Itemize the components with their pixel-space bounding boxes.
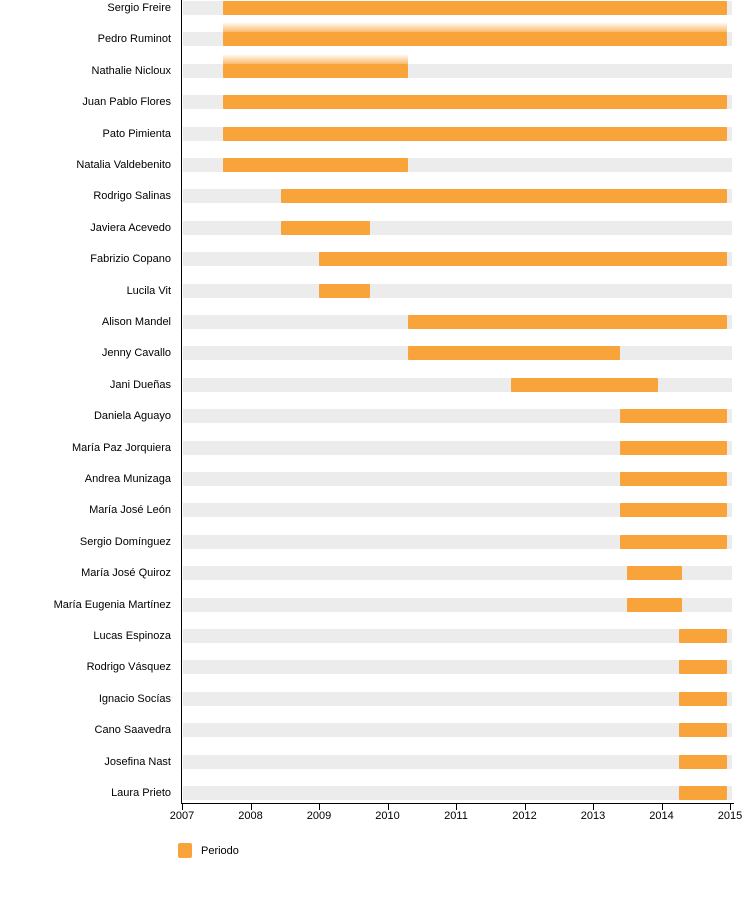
row-label: Javiera Acevedo [90, 221, 171, 234]
row-label: Lucila Vit [126, 284, 171, 297]
period-bar [620, 535, 726, 549]
period-bar [319, 284, 370, 298]
period-bar [679, 755, 727, 769]
period-bar [408, 315, 727, 329]
period-bar [223, 64, 408, 78]
row-label: Rodrigo Vásquez [86, 661, 171, 674]
row-label: Natalia Valdebenito [76, 159, 171, 171]
bar-track [183, 221, 732, 235]
period-bar [281, 189, 726, 203]
bar-track [183, 692, 732, 706]
period-bar [627, 598, 682, 612]
period-bar [223, 158, 408, 172]
row-label: Rodrigo Salinas [93, 190, 171, 203]
y-axis-line [181, 0, 182, 804]
x-tick-label: 2009 [306, 810, 332, 822]
period-bar [620, 503, 726, 517]
period-bar [223, 95, 726, 109]
x-tick-label: 2013 [580, 810, 606, 822]
period-bar [319, 252, 727, 266]
row-label: Alison Mandel [101, 316, 171, 328]
period-bar [620, 472, 726, 486]
row-label: Cano Saavedra [94, 724, 171, 737]
row-label: María Paz Jorquiera [71, 441, 171, 454]
row-label: Fabrizio Copano [90, 253, 171, 266]
legend-label: Periodo [201, 844, 239, 857]
x-axis-line [181, 803, 734, 804]
x-tick-label: 2011 [444, 810, 468, 822]
legend-item-periodo[interactable] [178, 843, 239, 858]
row-label: María José León [89, 504, 171, 517]
x-tick-label: 2015 [717, 810, 743, 822]
period-bar [627, 566, 682, 580]
bar-fade [223, 54, 408, 64]
bar-fade [223, 22, 726, 32]
period-bar [620, 441, 726, 455]
row-label: María José Quiroz [81, 567, 171, 580]
period-bar [408, 346, 620, 360]
row-label: Juan Pablo Flores [82, 96, 171, 109]
x-tick-label: 2008 [238, 810, 263, 822]
period-bar [679, 786, 727, 800]
bar-track [183, 755, 732, 769]
row-label: Nathalie Nicloux [91, 64, 171, 77]
row-label: Laura Prieto [111, 787, 171, 799]
row-label: Ignacio Socías [98, 692, 171, 705]
row-label: Josefina Nast [104, 755, 171, 768]
x-tick-label: 2007 [169, 810, 195, 822]
bar-track [183, 629, 732, 643]
period-bar [679, 692, 727, 706]
period-bar [679, 629, 727, 643]
row-label: Sergio Freire [107, 2, 171, 14]
x-tick-label: 2014 [649, 810, 674, 822]
bar-track [183, 284, 732, 298]
period-bar [281, 221, 370, 235]
row-label: Sergio Domínguez [79, 535, 171, 548]
row-label: Pedro Ruminot [97, 33, 171, 46]
bar-track [183, 786, 732, 800]
row-label: Andrea Munizaga [84, 473, 171, 485]
period-bar [223, 32, 726, 46]
row-label: Lucas Espinoza [93, 630, 171, 642]
x-tick-label: 2012 [512, 810, 537, 822]
period-bar [511, 378, 658, 392]
x-tick-label: 2010 [375, 810, 400, 822]
bar-track [183, 660, 732, 674]
period-bar [223, 1, 726, 15]
row-label: Daniela Aguayo [93, 410, 171, 423]
period-bar [679, 723, 727, 737]
period-bar [679, 660, 727, 674]
row-label: Jenny Cavallo [101, 347, 171, 360]
period-bar [223, 127, 726, 141]
row-label: Jani Dueñas [109, 378, 171, 391]
legend-swatch-icon [178, 843, 192, 858]
period-bar [620, 409, 726, 423]
row-label: Pato Pimienta [102, 127, 171, 140]
row-label: María Eugenia Martínez [53, 598, 171, 611]
bar-track [183, 723, 732, 737]
